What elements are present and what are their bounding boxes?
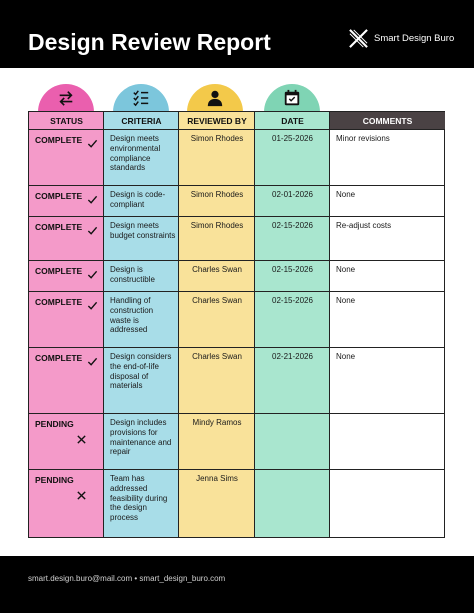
comment-cell: Minor revisions <box>336 134 390 143</box>
criteria-cell: Design is code-compliant <box>110 190 166 209</box>
check-icon <box>87 354 98 365</box>
cross-icon <box>76 488 87 499</box>
criteria-cell: Design considers the end-of-life disposal of materials <box>110 352 172 391</box>
comment-cell: None <box>336 265 356 274</box>
check-icon <box>87 267 98 278</box>
reviewer-cell: Simon Rhodes <box>190 221 244 230</box>
cross-icon <box>76 432 87 443</box>
reviewer-cell: Simon Rhodes <box>190 190 244 199</box>
date-header: DATE <box>255 112 330 130</box>
row-divider <box>29 185 444 186</box>
reviewer-cell: Charles Swan <box>192 296 242 305</box>
column-divider <box>329 112 330 537</box>
brand <box>348 28 454 49</box>
check-icon <box>87 192 98 203</box>
page-title: Design Review Report <box>28 29 271 55</box>
checklist-icon <box>132 89 150 107</box>
date-column <box>255 112 330 537</box>
criteria-cell: Handling of construction waste is addressed <box>110 296 154 335</box>
reviewer-cell: Charles Swan <box>192 352 242 361</box>
status-badge: COMPLETE <box>35 191 83 201</box>
brand-name: Smart Design Buro <box>374 33 455 44</box>
status-badge: COMPLETE <box>35 353 83 363</box>
person-icon <box>206 89 224 107</box>
comment-cell: None <box>336 190 356 199</box>
check-icon <box>87 298 98 309</box>
status-header: STATUS <box>29 112 104 130</box>
footer-bar <box>0 556 474 613</box>
check-icon <box>87 223 98 234</box>
review-table <box>28 111 445 538</box>
date-cell: 02-15-2026 <box>272 296 313 305</box>
reviewer-cell: Charles Swan <box>192 265 242 274</box>
reviewer-cell: Mindy Ramos <box>192 418 242 427</box>
reviewer-cell: Jenna Sims <box>196 474 238 483</box>
criteria-cell: Design meets budget constraints <box>110 221 176 240</box>
date-cell: 02-01-2026 <box>272 190 313 199</box>
row-divider <box>29 347 444 348</box>
status-badge: COMPLETE <box>35 297 83 307</box>
arrows-exchange-icon <box>57 89 75 107</box>
row-divider <box>29 413 444 414</box>
status-badge: COMPLETE <box>35 266 83 276</box>
reviewer-tab <box>187 84 243 112</box>
row-divider <box>29 291 444 292</box>
date-tab <box>264 84 320 112</box>
footer-contact: smart.design.buro@mail.com • smart_design_buro.com <box>28 574 226 583</box>
status-badge: PENDING <box>35 475 74 485</box>
status-column <box>29 112 104 537</box>
comment-cell: None <box>336 296 356 305</box>
status-badge: PENDING <box>35 419 74 429</box>
column-divider <box>103 112 104 537</box>
reviewer-header: REVIEWED BY <box>179 112 255 130</box>
criteria-cell: Design is constructible <box>110 265 155 284</box>
x-cross-logo-icon <box>348 28 369 49</box>
check-icon <box>87 136 98 147</box>
date-cell: 01-25-2026 <box>272 134 313 143</box>
comment-cell: None <box>336 352 356 361</box>
criteria-cell: Design includes provisions for maintenance and repair <box>110 418 172 457</box>
reviewer-cell: Simon Rhodes <box>190 134 244 143</box>
row-divider <box>29 260 444 261</box>
date-cell: 02-21-2026 <box>272 352 313 361</box>
date-cell: 02-15-2026 <box>272 221 313 230</box>
status-badge: COMPLETE <box>35 135 83 145</box>
criteria-tab <box>113 84 169 112</box>
status-badge: COMPLETE <box>35 222 83 232</box>
criteria-cell: Team has addressed feasibility during the design process <box>110 474 168 523</box>
row-divider <box>29 469 444 470</box>
calendar-icon <box>283 89 301 107</box>
status-tab <box>38 84 94 112</box>
row-divider <box>29 216 444 217</box>
criteria-cell: Design meets environmental compliance standards <box>110 134 161 173</box>
comment-cell: Re-adjust costs <box>336 221 392 230</box>
criteria-header: CRITERIA <box>104 112 179 130</box>
comments-header: COMMENTS <box>330 112 445 130</box>
date-cell: 02-15-2026 <box>272 265 313 274</box>
